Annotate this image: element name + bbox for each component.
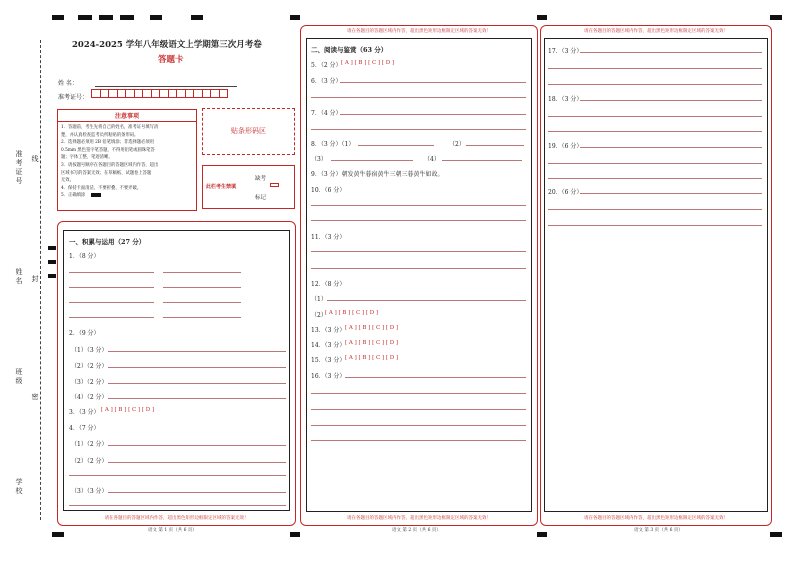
q8-sub-4: （4）	[424, 156, 440, 163]
notice-box	[57, 109, 197, 211]
answer-line[interactable]	[548, 178, 762, 179]
timing-mark	[537, 532, 547, 537]
answer-line[interactable]	[331, 160, 413, 161]
answer-line[interactable]	[311, 268, 526, 269]
q2-part-3: （3）（2 分）	[71, 379, 108, 386]
page-footer-3: 语文 第 3 页（共 6 页）	[634, 528, 683, 533]
answer-line[interactable]	[108, 398, 286, 399]
q8-label: 8．（3 分）（1）	[311, 141, 355, 148]
side-label-id: 准考证号	[15, 150, 23, 186]
answer-line[interactable]	[548, 131, 762, 132]
side-label-line: 线	[31, 155, 39, 164]
answer-line[interactable]	[442, 160, 522, 161]
answer-area-col3	[544, 38, 768, 512]
page-subtitle: 答题卡	[158, 55, 184, 65]
side-label-name: 姓名	[15, 268, 23, 286]
notice-list: 1．答题前，考生先将自己的姓名，准考证号填写清 楚，并认真检查监考员所粘贴的条形码。 2．选择题必须用 2B 铅笔填涂；非选择题必须用 0.5mm 黑色签字笔答题，不得用铅笔或圆珠笔答 题；字体工整、笔迹清晰。 3．请按题号顺序在各题目的答题区域内作答，超出 区域书写的答案无效；在草稿纸、试题卷上答题 无效。 4．保持卡面清洁，不要折叠、不要弄破。 5．正确填涂	[61, 125, 159, 199]
answer-line[interactable]	[358, 145, 434, 146]
q12-sub-2: （2）	[311, 312, 327, 319]
answer-line[interactable]	[580, 193, 762, 194]
page-title: 2024-2025 学年八年级语文上学期第三次月考卷	[72, 40, 262, 50]
answer-line[interactable]	[69, 475, 286, 476]
answer-line[interactable]	[311, 205, 526, 206]
answer-line[interactable]	[548, 225, 762, 226]
absent-checkbox[interactable]	[270, 183, 279, 187]
q2-part-1: （1）（3 分）	[71, 347, 108, 354]
q4-part-1: （1）（2 分）	[71, 441, 108, 448]
section-1-title: 一、积累与运用（27 分）	[69, 238, 146, 246]
answer-line[interactable]	[163, 317, 241, 318]
q4-part-3: （3）（3 分）	[71, 488, 108, 495]
q17-label: 17．（3 分）	[548, 48, 583, 55]
q11-label: 11．（3 分）	[311, 234, 346, 241]
timing-mark	[48, 246, 56, 250]
answer-line[interactable]	[311, 129, 526, 130]
name-label: 姓 名：	[58, 80, 78, 87]
answer-line[interactable]	[580, 52, 762, 53]
answer-line[interactable]	[311, 440, 526, 441]
name-field[interactable]	[95, 86, 237, 87]
answer-line[interactable]	[311, 425, 526, 426]
answer-line[interactable]	[580, 100, 762, 101]
q13-label: 13．（3 分）	[311, 327, 346, 334]
timing-mark	[191, 15, 203, 20]
answer-line[interactable]	[345, 377, 526, 378]
page-footer-2: 语文 第 2 页（共 6 页）	[392, 528, 441, 533]
q19-label: 19．（6 分）	[548, 143, 583, 150]
warning-bottom-col1: 请在各题目的答题区域内作答，超出黑色矩形边框限定区域的答案无效！	[104, 516, 249, 521]
answer-line[interactable]	[548, 163, 762, 164]
answer-line[interactable]	[69, 302, 154, 303]
answer-line[interactable]	[548, 84, 762, 85]
warning-top-col3: 请在各题目的答题区域内作答，超出黑色矩形边框限定区域的答案无效！	[584, 29, 728, 34]
q20-label: 20．（6 分）	[548, 189, 583, 196]
answer-line[interactable]	[69, 317, 154, 318]
answer-line[interactable]	[311, 97, 526, 98]
q12-sub-1: （1）	[311, 296, 327, 303]
side-label-class: 班级	[15, 368, 23, 386]
timing-mark	[78, 15, 92, 20]
q7-label: 7．（4 分）	[311, 110, 342, 117]
side-label-secret: 密	[31, 393, 39, 402]
absent-label: 此栏考生禁填	[206, 184, 237, 190]
page-footer-1: 语文 第 1 页（共 6 页）	[148, 528, 197, 533]
answer-line[interactable]	[69, 287, 154, 288]
barcode-area: 贴条形码区	[202, 108, 295, 155]
answer-line[interactable]	[580, 147, 762, 148]
q1-label: 1．（8 分）	[69, 253, 100, 260]
q10-label: 10．（6 分）	[311, 187, 346, 194]
q6-label: 6．（3 分）	[311, 78, 342, 85]
q3-options[interactable]: [ A ] [ B ] [ C ] [ D ]	[101, 407, 155, 413]
answer-line[interactable]	[548, 68, 762, 69]
answer-line[interactable]	[311, 251, 526, 252]
answer-line[interactable]	[466, 145, 524, 146]
timing-mark	[52, 532, 64, 537]
q3-label: 3．（3 分）	[69, 409, 100, 416]
warning-bottom-col2: 请在各题目的答题区域内作答，超出黑色矩形边框限定区域的答案无效！	[347, 516, 491, 521]
q18-label: 18．（3 分）	[548, 96, 583, 103]
notice-title: 注意事项	[58, 110, 196, 122]
q5-options[interactable]: [ A ] [ B ] [ C ] [ D ]	[341, 60, 395, 66]
side-label-seal: 封	[31, 275, 39, 284]
exam-id-label: 准考证号：	[58, 94, 89, 101]
warning-top-col2: 请在各题目的答题区域内作答，超出黑色矩形边框限定区域的答案无效！	[347, 29, 491, 34]
q12-options[interactable]: [ A ] [ B ] [ C ] [ D ]	[325, 310, 379, 316]
answer-line[interactable]	[163, 302, 241, 303]
q15-label: 15．（3 分）	[311, 357, 346, 364]
answer-line[interactable]	[108, 445, 286, 446]
exam-id-boxes[interactable]	[91, 89, 227, 98]
absent-box	[202, 165, 295, 209]
q4-label: 4．（7 分）	[69, 425, 100, 432]
absent-top-label: 缺考	[255, 176, 267, 182]
answer-line[interactable]	[108, 383, 286, 384]
answer-line[interactable]	[340, 82, 526, 83]
timing-mark	[120, 15, 134, 20]
timing-mark	[770, 532, 782, 537]
filled-sample-mark	[91, 193, 101, 197]
q16-label: 16．（3 分）	[311, 373, 346, 380]
side-label-school: 学校	[15, 478, 23, 496]
section-2-title: 二、阅读与鉴赏（63 分）	[311, 46, 388, 54]
answer-line[interactable]	[108, 367, 286, 368]
q4-part-2: （2）（2 分）	[71, 458, 108, 465]
warning-bottom-col3: 请在各题目的答题区域内作答，超出黑色矩形边框限定区域的答案无效！	[584, 516, 728, 521]
answer-line[interactable]	[163, 287, 241, 288]
absent-bottom-label: 标记	[255, 195, 267, 201]
q9-label: 9．（3 分）朝发黄牛暮宿黄牛三朝三暮黄牛如故。	[311, 171, 444, 178]
answer-line[interactable]	[108, 492, 286, 493]
answer-line[interactable]	[108, 462, 286, 463]
answer-line[interactable]	[548, 116, 762, 117]
q15-options[interactable]: [ A ] [ B ] [ C ] [ D ]	[345, 355, 399, 361]
answer-line[interactable]	[69, 272, 154, 273]
answer-line[interactable]	[311, 409, 526, 410]
answer-line[interactable]	[340, 114, 526, 115]
timing-mark	[290, 532, 300, 537]
q13-options[interactable]: [ A ] [ B ] [ C ] [ D ]	[345, 325, 399, 331]
q2-part-2: （2）（2 分）	[71, 363, 108, 370]
answer-line[interactable]	[69, 505, 286, 506]
q14-label: 14．（3 分）	[311, 342, 346, 349]
q8-sub-3: （3）	[311, 156, 327, 163]
q14-options[interactable]: [ A ] [ B ] [ C ] [ D ]	[345, 340, 399, 346]
timing-mark	[537, 15, 547, 20]
answer-line[interactable]	[311, 393, 526, 394]
answer-line[interactable]	[163, 272, 241, 273]
q12-label: 12．（8 分）	[311, 281, 346, 288]
timing-mark	[290, 15, 300, 20]
q5-label: 5．（2 分）	[311, 62, 342, 69]
timing-mark	[48, 274, 56, 278]
timing-mark	[99, 15, 113, 20]
q2-part-4: （4）（2 分）	[71, 394, 108, 401]
answer-line[interactable]	[548, 209, 762, 210]
binding-dashed-line	[40, 40, 41, 520]
q2-label: 2．（9 分）	[69, 330, 100, 337]
answer-line[interactable]	[327, 300, 526, 301]
timing-mark	[48, 260, 56, 264]
answer-line[interactable]	[311, 220, 526, 221]
timing-mark	[52, 15, 64, 20]
answer-line[interactable]	[108, 351, 286, 352]
q8-sub-2: （2）	[449, 141, 465, 148]
timing-mark	[150, 15, 162, 20]
timing-mark	[770, 15, 782, 20]
